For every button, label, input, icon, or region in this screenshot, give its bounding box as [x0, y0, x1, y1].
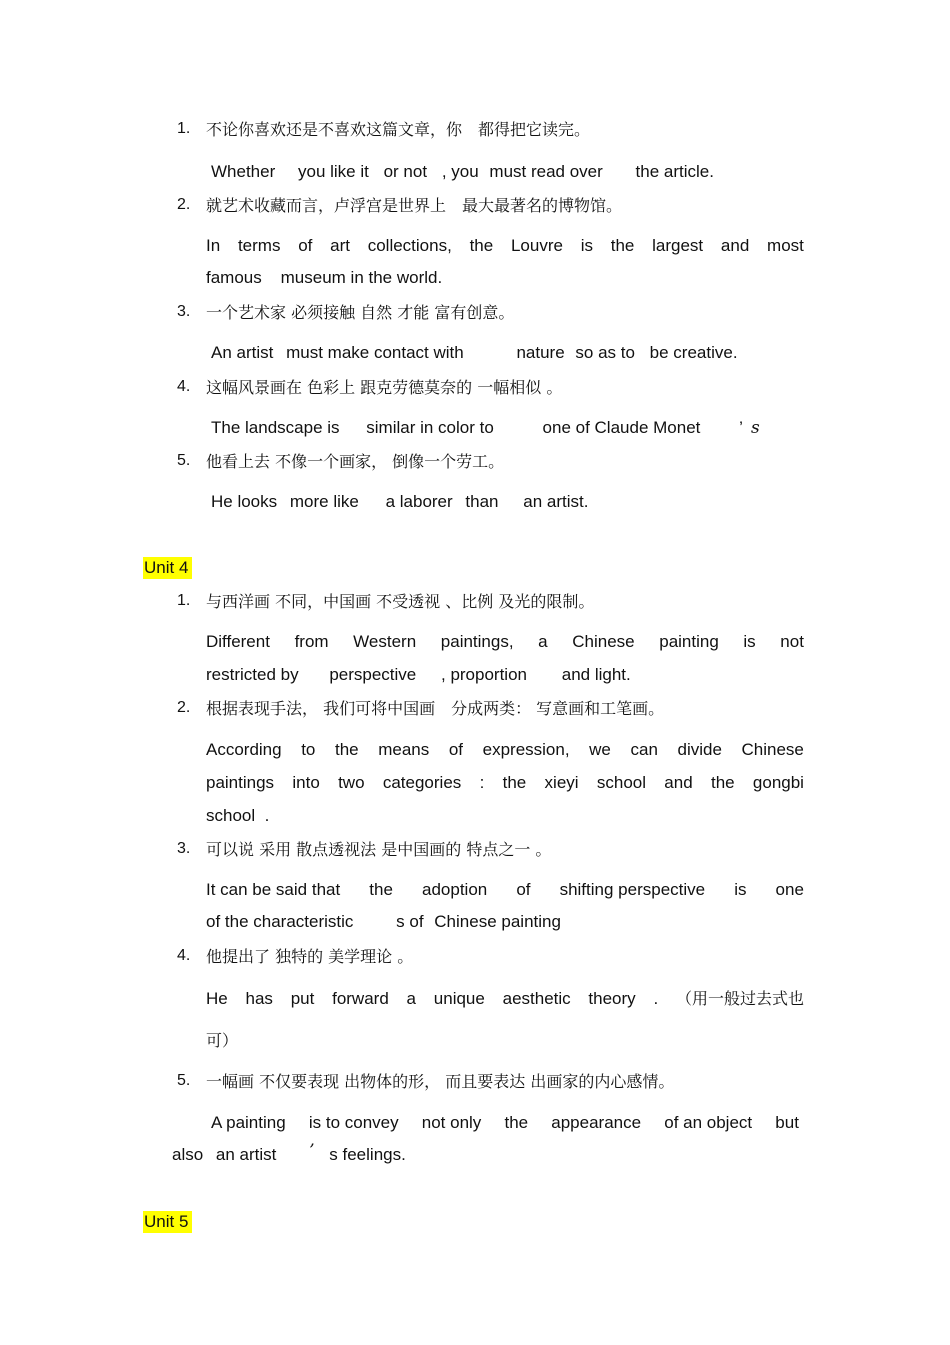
word: we — [589, 740, 611, 759]
word: He looks — [211, 492, 278, 511]
item-number: 2. — [177, 196, 191, 213]
word: but — [775, 1113, 799, 1132]
item-number: 3. — [177, 840, 191, 857]
chinese-sentence: 与西洋画 不同，中国画 不受透视 、比例 及光的限制。 — [206, 592, 595, 611]
word: has — [245, 989, 273, 1008]
word: into — [292, 773, 320, 792]
word: a — [538, 632, 548, 651]
word: categories — [382, 773, 462, 792]
word: theory — [588, 989, 636, 1008]
word: an artist — [215, 1145, 277, 1164]
word: perspective — [329, 665, 417, 684]
word: to — [301, 740, 316, 759]
item-number: 1. — [177, 592, 191, 609]
unit-heading: Unit 4 — [143, 557, 192, 579]
item-number: 1. — [177, 120, 191, 137]
word: paintings, — [440, 632, 514, 651]
word: of — [298, 236, 313, 255]
word: be creative. — [649, 343, 738, 362]
word: not — [780, 632, 804, 651]
word: the — [334, 740, 359, 759]
word: painting — [659, 632, 719, 651]
word: not only — [421, 1113, 482, 1132]
word: A painting — [211, 1113, 286, 1132]
unit-heading: Unit 5 — [143, 1211, 192, 1233]
word: of — [448, 740, 464, 759]
word: gongbi — [752, 773, 804, 792]
word: from — [294, 632, 329, 651]
english-translation — [211, 418, 760, 438]
word: must read over — [489, 162, 603, 181]
chinese-sentence: 这幅风景画在 色彩上 跟克劳德莫奈的 一幅相似 。 — [206, 378, 563, 397]
word: or not — [383, 162, 428, 181]
english-translation — [206, 665, 631, 685]
word: the — [469, 236, 494, 255]
word: adoption — [422, 880, 488, 899]
item-number: 4. — [177, 947, 191, 964]
english-translation: school . — [206, 806, 270, 825]
word: is — [734, 880, 747, 899]
word: collections, — [367, 236, 452, 255]
word: He — [206, 989, 228, 1008]
word: In — [206, 236, 221, 255]
word: is to convey — [308, 1113, 399, 1132]
word: the article. — [635, 162, 714, 181]
word: Whether — [211, 162, 276, 181]
word: one — [775, 880, 804, 899]
word: the — [710, 773, 735, 792]
word: The landscape is — [211, 418, 340, 437]
word: Chinese — [741, 740, 804, 759]
word: , you — [441, 162, 479, 181]
word: appearance — [551, 1113, 642, 1132]
word: also — [172, 1145, 204, 1164]
word: and light. — [561, 665, 631, 684]
word: the — [502, 773, 527, 792]
chinese-sentence: 根据表现手法， 我们可将中国画 分成两类： 写意画和工笔画。 — [206, 699, 665, 718]
english-translation — [211, 162, 714, 182]
item-number: 5. — [177, 452, 191, 469]
word: than — [465, 492, 499, 511]
english-translation — [206, 236, 804, 256]
word: aesthetic — [502, 989, 571, 1008]
english-translation — [172, 1141, 406, 1165]
word: two — [338, 773, 365, 792]
word: s of — [396, 912, 424, 931]
word: is — [743, 632, 756, 651]
word: forward — [332, 989, 389, 1008]
chinese-sentence: 他看上去 不像一个画家， 倒像一个劳工。 — [206, 452, 505, 471]
word: paintings — [206, 773, 275, 792]
english-translation — [206, 632, 804, 652]
item-number: 3. — [177, 303, 191, 320]
chinese-sentence: 就艺术收藏而言，卢浮宫是世界上 最大最著名的博物馆。 — [206, 196, 623, 215]
word: Different — [206, 632, 270, 651]
word: means — [378, 740, 430, 759]
word: of — [516, 880, 531, 899]
word: an artist. — [523, 492, 589, 511]
word: expression, — [482, 740, 570, 759]
word: ’ — [309, 1141, 315, 1161]
word: , proportion — [441, 665, 527, 684]
item-number: 5. — [177, 1072, 191, 1089]
english-translation — [206, 880, 804, 900]
word: and — [664, 773, 693, 792]
word: the — [504, 1113, 529, 1132]
word: terms — [237, 236, 281, 255]
word: is — [580, 236, 593, 255]
word: the — [369, 880, 393, 899]
word: put — [290, 989, 315, 1008]
word: According — [206, 740, 282, 759]
word: shifting perspective — [559, 880, 706, 899]
word: largest — [652, 236, 704, 255]
english-translation — [211, 492, 588, 512]
english-translation — [211, 1113, 799, 1133]
chinese-sentence: 一幅画 不仅要表现 出物体的形， 而且要表达 出画家的内心感情。 — [206, 1072, 675, 1091]
word: unique — [433, 989, 485, 1008]
word: Louvre — [510, 236, 563, 255]
word: Chinese painting — [434, 912, 561, 931]
english-translation — [206, 912, 561, 932]
word: An artist — [211, 343, 274, 362]
english-translation — [206, 740, 804, 760]
word: similar in color to — [366, 418, 494, 437]
english-translation — [206, 773, 804, 793]
item-number: 2. — [177, 699, 191, 716]
chinese-sentence: 他提出了 独特的 美学理论 。 — [206, 947, 414, 966]
english-translation — [206, 989, 804, 1009]
word: xieyi — [544, 773, 579, 792]
word: must make contact with — [286, 343, 464, 362]
chinese-sentence: 可以说 采用 散点透视法 是中国画的 特点之一 。 — [206, 840, 552, 859]
word: most — [767, 236, 804, 255]
word: restricted by — [206, 665, 299, 684]
word: one of Claude Monet — [542, 418, 701, 437]
word: It can be said that — [206, 880, 341, 899]
word: Western — [353, 632, 417, 651]
word: a — [406, 989, 417, 1008]
word: so as to — [575, 343, 635, 362]
word: Chinese — [572, 632, 635, 651]
word: a laborer — [385, 492, 453, 511]
word: of the characteristic — [206, 912, 354, 931]
word: . — [653, 989, 659, 1008]
word: art — [330, 236, 350, 255]
english-translation: 可） — [206, 1031, 239, 1050]
word: you like it — [297, 162, 369, 181]
word: and — [720, 236, 750, 255]
english-translation: famous museum in the world. — [206, 268, 443, 287]
chinese-sentence: 一个艺术家 必须接触 自然 才能 富有创意。 — [206, 303, 515, 322]
word: nature — [516, 343, 565, 362]
word: s — [751, 418, 760, 438]
word: the — [610, 236, 635, 255]
chinese-sentence: 不论你喜欢还是不喜欢这篇文章，你 都得把它读完。 — [206, 120, 591, 139]
english-translation — [211, 343, 738, 363]
word: more like — [289, 492, 359, 511]
word: school — [596, 773, 646, 792]
word: ’ — [739, 418, 743, 437]
item-number: 4. — [177, 378, 191, 395]
word: of an object — [664, 1113, 753, 1132]
word: can — [630, 740, 658, 759]
word: divide — [677, 740, 722, 759]
word: （用一般过去式也 — [675, 989, 804, 1008]
word: : — [479, 773, 485, 792]
word: s feelings. — [329, 1145, 406, 1164]
